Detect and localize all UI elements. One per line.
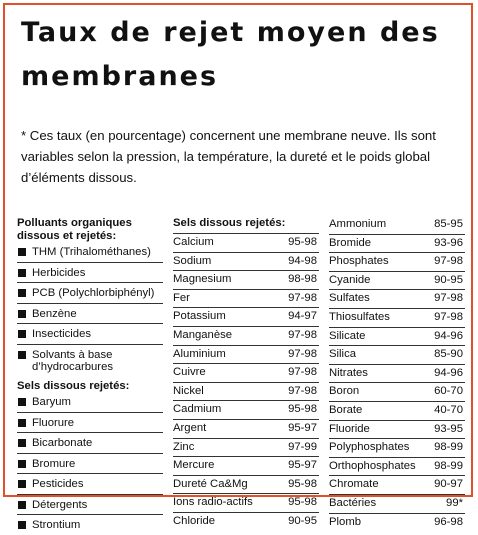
- table-row: Argent 95-97: [173, 420, 319, 439]
- square-bullet-icon: [18, 419, 26, 427]
- left-column: [17, 217, 163, 535]
- page-title: Taux de rejet moyen des membranes: [21, 17, 440, 92]
- table-row: Dureté Ca&Mg 95-98: [173, 476, 319, 495]
- table-row: Nitrates 94-96: [329, 365, 465, 384]
- list-item: Strontium: [17, 515, 163, 535]
- table-row: Silica 85-90: [329, 346, 465, 365]
- table-row: Ammonium 85-95: [329, 216, 465, 235]
- list-item: Pesticides: [17, 474, 163, 495]
- table-row: Mercure 95-97: [173, 457, 319, 476]
- table-row: Ions radio-actifs 95-98: [173, 494, 319, 513]
- table-row: Polyphosphates 98-99: [329, 439, 465, 458]
- square-bullet-icon: [18, 269, 26, 277]
- list-item: Détergents: [17, 495, 163, 516]
- table-row: Bactéries 99*: [329, 495, 465, 514]
- table-row: Fer 97-98: [173, 290, 319, 309]
- list-item: Insecticides: [17, 324, 163, 345]
- table-row: Silicate 94-96: [329, 328, 465, 347]
- list-item: Baryum: [17, 392, 163, 413]
- salts-left-heading: Sels dissous rejetés:: [17, 379, 130, 392]
- square-bullet-icon: [18, 501, 26, 509]
- footnote-text: * Ces taux (en pourcentage) concernent une membrane neuve. Ils sont variables selon la pression, la température, la dureté et le poids global d’éléments dissous.: [21, 128, 436, 185]
- square-bullet-icon: [18, 351, 26, 359]
- square-bullet-icon: [18, 460, 26, 468]
- table-row: Chloride 90-95: [173, 514, 317, 527]
- table-row: Magnesium 98-98: [173, 271, 319, 290]
- organic-heading: Polluants organiques dissous et rejetés:: [17, 217, 132, 242]
- table-row: Sodium 94-98: [173, 253, 319, 272]
- table-row: Potassium 94-97: [173, 308, 319, 327]
- table-row: Sulfates 97-98: [329, 290, 465, 309]
- list-item: Solvants à base d’hydrocarbures: [17, 345, 163, 377]
- list-item: Herbicides: [17, 263, 163, 284]
- table-row: Cadmium 95-98: [173, 401, 319, 420]
- organic-list: [17, 242, 163, 377]
- table-row: Nickel 97-98: [173, 383, 319, 402]
- square-bullet-icon: [18, 330, 26, 338]
- table-row: Cuivre 97-98: [173, 364, 319, 383]
- table-row: Calcium 95-98: [173, 234, 319, 253]
- table-row: Plomb 96-98: [329, 515, 463, 528]
- square-bullet-icon: [18, 289, 26, 297]
- square-bullet-icon: [18, 398, 26, 406]
- middle-column: [173, 216, 319, 531]
- list-item: Bicarbonate: [17, 433, 163, 454]
- salts-right-table: [329, 216, 465, 531]
- list-item: Fluorure: [17, 413, 163, 434]
- table-row: Phosphates 97-98: [329, 253, 465, 272]
- table-row: Cyanide 90-95: [329, 272, 465, 291]
- list-item: THM (Trihalométhanes): [17, 242, 163, 263]
- table-row: Thiosulfates 97-98: [329, 309, 465, 328]
- table-row: Fluoride 93-95: [329, 421, 465, 440]
- list-item: Bromure: [17, 454, 163, 475]
- table-row: Aluminium 97-98: [173, 346, 319, 365]
- square-bullet-icon: [18, 248, 26, 256]
- table-row: Chromate 90-97: [329, 476, 465, 495]
- list-item: Benzène: [17, 304, 163, 325]
- table-row: Borate 40-70: [329, 402, 465, 421]
- table-row: Boron 60-70: [329, 383, 465, 402]
- table-row: Zinc 97-99: [173, 439, 319, 458]
- square-bullet-icon: [18, 439, 26, 447]
- table-row: Manganèse 97-98: [173, 327, 319, 346]
- square-bullet-icon: [18, 521, 26, 529]
- table-row: Bromide 93-96: [329, 235, 465, 254]
- salts-mid-heading: Sels dissous rejetés:: [173, 216, 319, 234]
- list-item: PCB (Polychlorbiphényl): [17, 283, 163, 304]
- table-row: Orthophosphates 98-99: [329, 458, 465, 477]
- square-bullet-icon: [18, 310, 26, 318]
- right-column: [329, 216, 465, 531]
- square-bullet-icon: [18, 480, 26, 488]
- salts-mid-table: [173, 234, 319, 531]
- salts-left-list: [17, 392, 163, 535]
- document-frame: [3, 3, 473, 531]
